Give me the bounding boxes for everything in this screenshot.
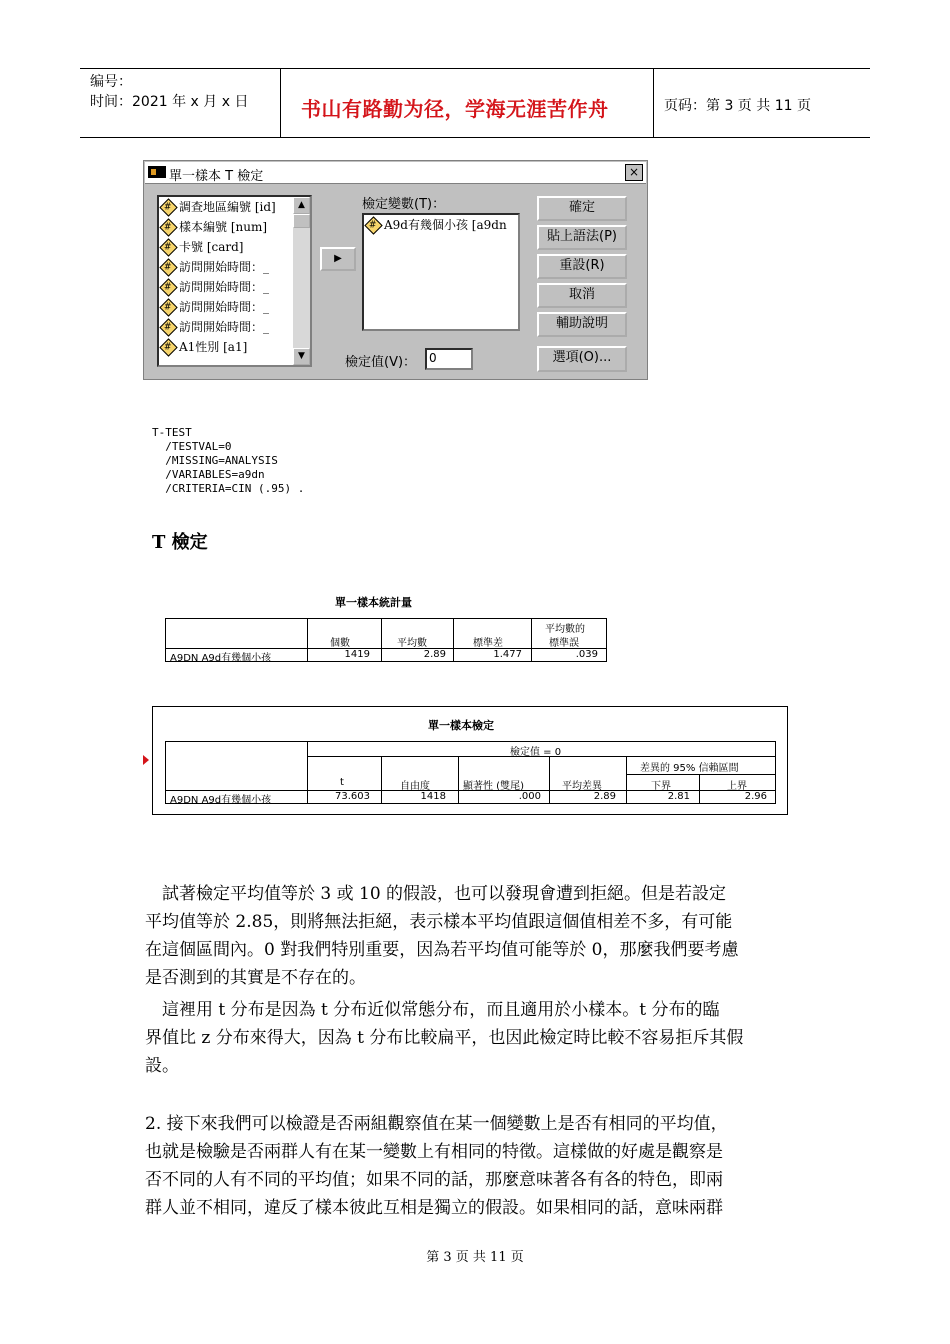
table2-cell-mean-diff: 2.89 bbox=[593, 791, 616, 802]
help-button[interactable]: 輔助說明 bbox=[537, 312, 627, 337]
scroll-up-icon[interactable]: ▲ bbox=[293, 197, 310, 214]
dialog-title: 單一樣本 T 檢定 bbox=[169, 169, 264, 184]
paragraph-line: 設。 bbox=[145, 1056, 179, 1076]
paragraph-1 bbox=[145, 880, 810, 992]
table1-header-mean: 平均數 bbox=[397, 638, 427, 649]
numeric-variable-icon bbox=[159, 198, 177, 216]
test-variables-label: 檢定變數(T)： bbox=[362, 197, 446, 212]
numeric-variable-icon bbox=[159, 278, 177, 296]
ok-button[interactable]: 確定 bbox=[537, 196, 627, 221]
table2-cell-df: 1418 bbox=[420, 791, 446, 802]
numeric-variable-icon bbox=[159, 318, 177, 336]
table2-test-value-header: 檢定值 = 0 bbox=[510, 747, 562, 758]
page-info: 页码：第 3 页 共 11 页 bbox=[664, 98, 811, 114]
page-header bbox=[80, 68, 870, 138]
table1-row-label: A9DN A9d有幾個小孩 bbox=[170, 653, 272, 664]
table2-header-sig: 顯著性 (雙尾) bbox=[463, 781, 524, 792]
test-variable-label: A9d有幾個小孩 [a9dn bbox=[384, 218, 507, 232]
header-page-cell bbox=[654, 69, 870, 137]
numeric-variable-icon bbox=[159, 298, 177, 316]
table1-cell-se: .039 bbox=[575, 649, 598, 660]
table2-header-mean-diff: 平均差異 bbox=[562, 781, 602, 792]
motto: 书山有路勤为径，学海无涯苦作舟 bbox=[301, 97, 609, 121]
variable-list-scrollbar[interactable] bbox=[293, 197, 310, 365]
variable-label: 卡號 [card] bbox=[179, 240, 244, 254]
table2-header-upper: 上界 bbox=[727, 781, 747, 792]
paragraph-line: 是否測到的其實是不存在的。 bbox=[145, 968, 366, 988]
table1-header-sd: 標準差 bbox=[473, 638, 503, 649]
paragraph-line: 試著檢定平均值等於 3 或 10 的假設，也可以發現會遭到拒絕。但是若設定 bbox=[145, 884, 727, 904]
variable-list-item[interactable] bbox=[159, 297, 310, 317]
numeric-variable-icon bbox=[159, 258, 177, 276]
table2-cell-lower: 2.81 bbox=[667, 791, 690, 802]
table2-header-df: 自由度 bbox=[400, 781, 430, 792]
variable-list-item[interactable] bbox=[159, 197, 310, 217]
paragraph-line: 平均值等於 2.85，則將無法拒絕，表示樣本平均值跟這個值相差不多，有可能 bbox=[145, 912, 733, 932]
table2-header-lower: 下界 bbox=[651, 781, 671, 792]
table1-header-n: 個數 bbox=[330, 638, 350, 649]
date-label: 时间：2021 年 x 月 x 日 bbox=[90, 94, 249, 110]
table2-ci-header: 差異的 95% 信賴區間 bbox=[640, 763, 739, 774]
options-button[interactable]: 選項(O)... bbox=[537, 346, 627, 372]
paragraph-line: 界值比 z 分布來得大，因為 t 分布比較扁平，也因此檢定時比較不容易拒斥其假 bbox=[145, 1028, 744, 1048]
variable-list-item[interactable] bbox=[159, 237, 310, 257]
table1-cell-n: 1419 bbox=[344, 649, 370, 660]
header-motto-cell bbox=[281, 69, 654, 137]
paragraph-line: 否不同的人有不同的平均值；如果不同的話，那麼意味著各有各的特色，即兩 bbox=[145, 1170, 723, 1190]
variable-label: 訪問開始時間：_ bbox=[179, 260, 270, 274]
numeric-variable-icon bbox=[364, 216, 382, 234]
variable-list-item[interactable] bbox=[159, 257, 310, 277]
variable-label: 樣本編號 [num] bbox=[179, 220, 268, 234]
table2-cell-t: 73.603 bbox=[335, 791, 370, 802]
close-button[interactable]: × bbox=[625, 164, 643, 181]
test-value-label: 檢定值(V)： bbox=[345, 355, 417, 370]
table2-caption: 單一樣本檢定 bbox=[428, 719, 494, 732]
table1-header-se-2: 標準誤 bbox=[549, 638, 579, 649]
paste-button[interactable]: 貼上語法(P) bbox=[537, 225, 627, 250]
paragraph-2 bbox=[145, 996, 810, 1080]
variable-list-item[interactable] bbox=[159, 337, 310, 357]
one-sample-t-test-dialog bbox=[143, 160, 648, 380]
variable-label: A1性別 [a1] bbox=[179, 340, 248, 354]
header-info-cell bbox=[80, 69, 281, 137]
table2-row-label: A9DN A9d有幾個小孩 bbox=[170, 795, 272, 806]
paragraph-line: 在這個區間內。0 對我們特別重要，因為若平均值可能等於 0，那麼我們要考慮 bbox=[145, 940, 739, 960]
move-variable-button[interactable]: ▶ bbox=[320, 247, 356, 271]
variable-label: 訪問開始時間：_ bbox=[179, 280, 270, 294]
reset-button[interactable]: 重設(R) bbox=[537, 254, 627, 279]
table2-cell-upper: 2.96 bbox=[744, 791, 767, 802]
paragraph-line: 2. 接下來我們可以檢證是否兩組觀察值在某一個變數上是否有相同的平均值， bbox=[145, 1114, 728, 1134]
variable-label: 訪問開始時間：_ bbox=[179, 320, 270, 334]
numeric-variable-icon bbox=[159, 218, 177, 236]
paragraph-3 bbox=[145, 1110, 810, 1222]
scroll-down-icon[interactable]: ▼ bbox=[293, 348, 310, 365]
page-footer: 第 3 页 共 11 页 bbox=[426, 1250, 524, 1265]
table1-cell-mean: 2.89 bbox=[423, 649, 446, 660]
scroll-thumb[interactable] bbox=[293, 214, 310, 228]
code-label: 编号： bbox=[90, 74, 132, 90]
source-variable-list[interactable] bbox=[157, 195, 312, 367]
cancel-button[interactable]: 取消 bbox=[537, 283, 627, 308]
table2-header-t: t bbox=[340, 777, 344, 788]
app-icon bbox=[148, 166, 166, 178]
test-variable-list[interactable] bbox=[362, 213, 520, 331]
paragraph-line: 群人並不相同，違反了樣本彼此互相是獨立的假設。如果相同的話，意味兩群 bbox=[145, 1198, 723, 1218]
numeric-variable-icon bbox=[159, 238, 177, 256]
dialog-titlebar bbox=[145, 162, 646, 184]
variable-list-item[interactable] bbox=[159, 217, 310, 237]
variable-label: 訪問開始時間：_ bbox=[179, 300, 270, 314]
table2-cell-sig: .000 bbox=[518, 791, 541, 802]
variable-list-item[interactable] bbox=[159, 277, 310, 297]
variable-list-item[interactable] bbox=[159, 317, 310, 337]
variable-label: 調查地區編號 [id] bbox=[179, 200, 276, 214]
paragraph-line: 也就是檢驗是否兩群人有在某一變數上有相同的特徵。這樣做的好處是觀察是 bbox=[145, 1142, 723, 1162]
syntax-code: T-TEST /TESTVAL=0 /MISSING=ANALYSIS /VARIABLES=a9dn /CRITERIA=CIN (.95) . bbox=[152, 426, 305, 495]
table1-cell-sd: 1.477 bbox=[493, 649, 522, 660]
selection-marker-icon bbox=[143, 755, 149, 765]
test-variable-item[interactable] bbox=[364, 215, 518, 235]
table1-header-se-1: 平均數的 bbox=[545, 624, 585, 635]
numeric-variable-icon bbox=[159, 338, 177, 356]
paragraph-line: 這裡用 t 分布是因為 t 分布近似常態分布，而且適用於小樣本。t 分布的臨 bbox=[145, 1000, 720, 1020]
test-value-input[interactable]: 0 bbox=[425, 348, 473, 370]
table1-caption: 單一樣本統計量 bbox=[335, 596, 412, 609]
section-title: T 檢定 bbox=[152, 532, 208, 553]
